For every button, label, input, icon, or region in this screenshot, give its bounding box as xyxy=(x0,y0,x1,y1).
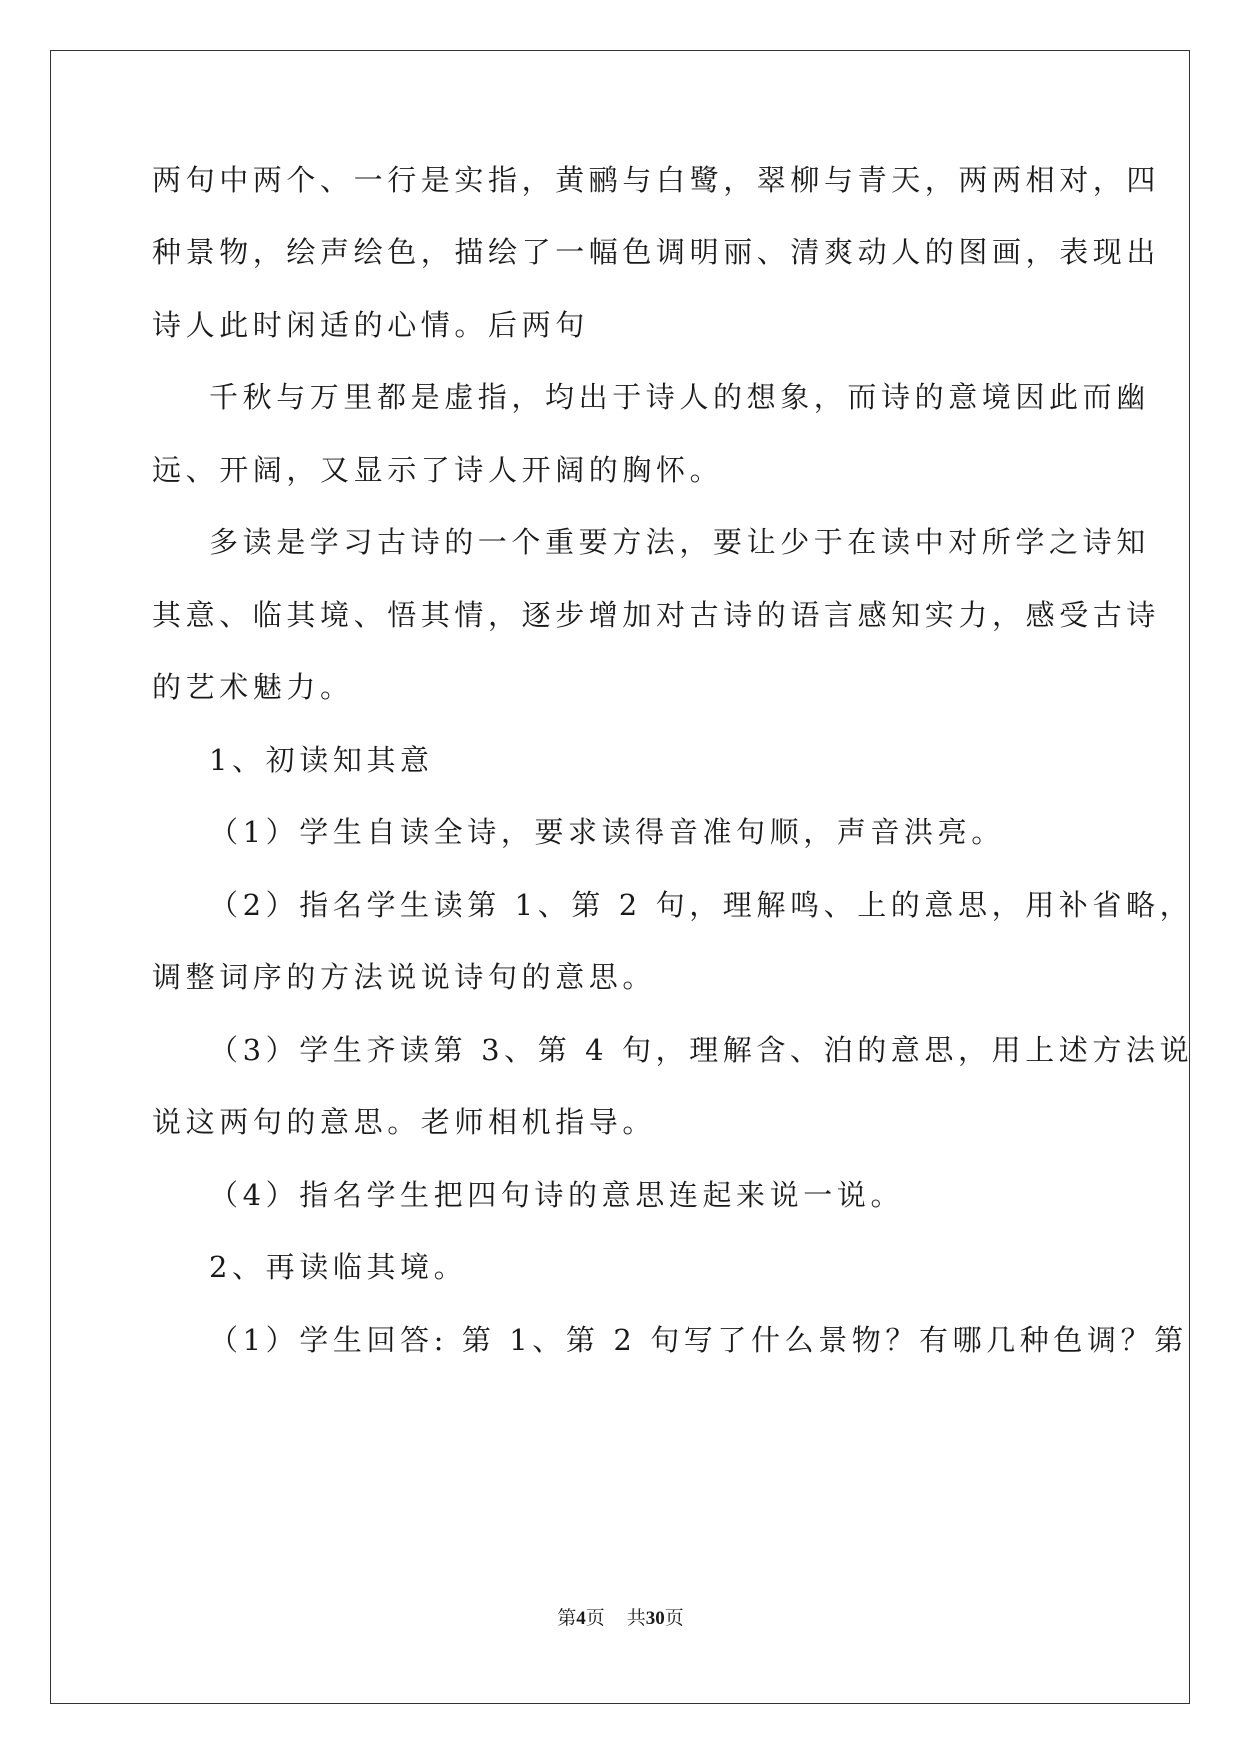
text-line: 多读是学习古诗的一个重要方法，要让少于在读中对所学之诗知 xyxy=(209,525,1150,559)
text-line: （1）学生自读全诗，要求读得音准句顺，声音洪亮。 xyxy=(209,815,1005,849)
text-line: 远、开阔，又显示了诗人开阔的胸怀。 xyxy=(152,453,724,487)
text-line: 种景物，绘声绘色，描绘了一幅色调明丽、清爽动人的图画，表现出 xyxy=(152,235,1161,269)
page-prefix: 第 xyxy=(557,1608,577,1629)
page-footer xyxy=(0,1603,1241,1630)
text-line: 千秋与万里都是虚指，均出于诗人的想象，而诗的意境因此而幽 xyxy=(209,380,1150,414)
text-line: 其意、临其境、悟其情，逐步增加对古诗的语言感知实力，感受古诗 xyxy=(152,598,1161,632)
section-heading: 1、初读知其意 xyxy=(209,743,434,777)
text-line: 两句中两个、一行是实指，黄鹂与白鹭，翠柳与青天，两两相对，四 xyxy=(152,163,1161,197)
text-line: （4）指名学生把四句诗的意思连起来说一说。 xyxy=(209,1178,905,1212)
total-suffix: 页 xyxy=(664,1608,684,1629)
text-line: （1）学生回答: 第 1、第 2 句写了什么景物？有哪几种色调？第 xyxy=(209,1323,1188,1357)
text-line: 调整词序的方法说说诗句的意思。 xyxy=(152,960,657,994)
text-line: （3）学生齐读第 3、第 4 句，理解含、泊的意思，用上述方法说 xyxy=(209,1033,1194,1067)
total-prefix: 共 xyxy=(626,1608,646,1629)
page-number: 4 xyxy=(576,1608,586,1629)
page-suffix: 页 xyxy=(585,1608,605,1629)
text-line: 的艺术魅力。 xyxy=(152,670,354,704)
page-total: 30 xyxy=(645,1608,665,1629)
text-line: 诗人此时闲适的心情。后两句 xyxy=(152,308,589,342)
page-border xyxy=(50,50,1190,1704)
text-line: （2）指名学生读第 1、第 2 句，理解鸣、上的意思，用补省略， xyxy=(209,888,1194,922)
section-heading: 2、再读临其境。 xyxy=(209,1250,468,1284)
text-line: 说这两句的意思。老师相机指导。 xyxy=(152,1105,657,1139)
